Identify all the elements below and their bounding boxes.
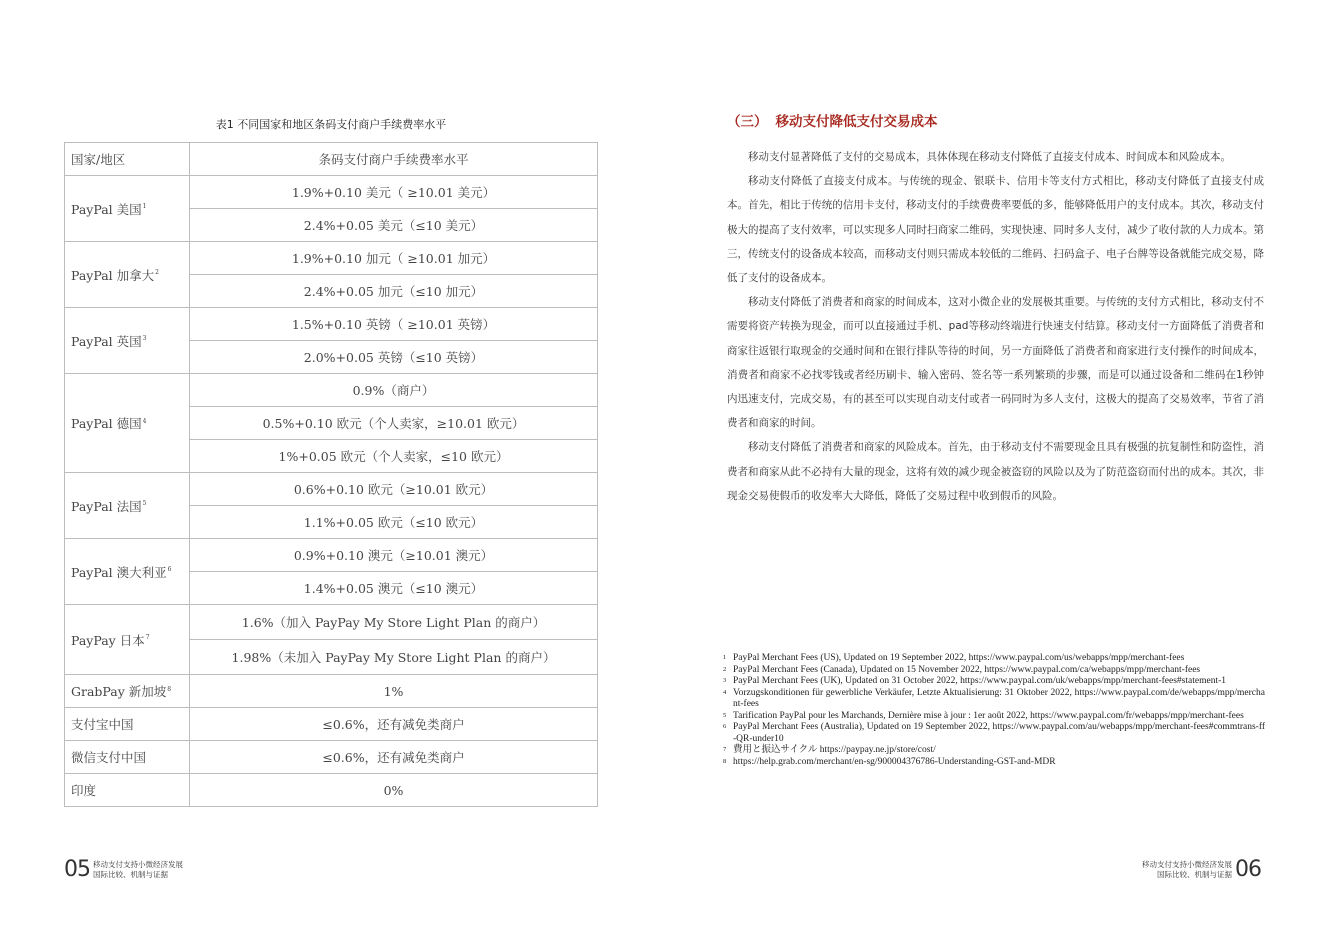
rate-cell: 2.4%+0.05 美元（≤10 美元） bbox=[190, 209, 598, 242]
footnote-mark: 7 bbox=[723, 746, 727, 753]
rate-cell: 1.4%+0.05 澳元（≤10 澳元） bbox=[190, 572, 598, 605]
table-row bbox=[65, 308, 598, 341]
footnote-ref: 7 bbox=[145, 634, 150, 642]
country-name: 支付宝中国 bbox=[71, 717, 134, 732]
section-heading: 移动支付降低支付交易成本 bbox=[775, 114, 938, 130]
footnote-ref: 1 bbox=[142, 203, 147, 211]
footnote-ref: 6 bbox=[167, 566, 172, 574]
country-cell bbox=[65, 774, 190, 807]
left-page bbox=[0, 0, 661, 936]
footnote-mark: 4 bbox=[723, 688, 727, 696]
footnote-ref: 3 bbox=[142, 335, 147, 343]
footnote-mark: 6 bbox=[723, 723, 727, 730]
footnotes bbox=[723, 653, 1265, 768]
paragraph: 移动支付降低了消费者和商家的风险成本。首先，由于移动支付不需要现金且具有极强的抗复制性和防盗性，消费者和商家从此不必持有大量的现金，这将有效的减少现金被盗窃的风险以及为了防范盗窃而付出的成本。其次，非现金交易使假币的收发率大大降低，降低了交易过程中收到假币的风险。 bbox=[727, 441, 1264, 502]
table-caption: 表1 不同国家和地区条码支付商户手续费率水平 bbox=[215, 118, 447, 131]
country-name: PayPay 日本 bbox=[71, 632, 145, 648]
rate-cell: 0.5%+0.10 欧元（个人卖家，≥10.01 欧元） bbox=[190, 407, 598, 440]
footnote bbox=[723, 722, 1265, 745]
right-page bbox=[661, 0, 1323, 936]
footnote bbox=[723, 745, 1265, 757]
footnote-mark: 3 bbox=[723, 677, 727, 684]
footnote-mark: 8 bbox=[723, 757, 727, 765]
page-footer bbox=[64, 858, 183, 882]
country-name: PayPal 美国 bbox=[71, 201, 142, 217]
table-row bbox=[65, 605, 598, 640]
rate-cell: 2.0%+0.05 英镑（≤10 英镑） bbox=[190, 341, 598, 374]
table-row bbox=[65, 242, 598, 275]
rate-cell: 1.98%（未加入 PayPay My Store Light Plan 的商户） bbox=[190, 640, 598, 675]
footnote-ref: 4 bbox=[142, 417, 147, 425]
footnote-ref: 5 bbox=[142, 500, 147, 508]
country-name: 微信支付中国 bbox=[71, 750, 147, 765]
rate-cell: 1% bbox=[190, 675, 598, 708]
footnote-mark: 2 bbox=[723, 665, 727, 673]
country-cell bbox=[65, 374, 190, 473]
rate-cell: 1.6%（加入 PayPay My Store Light Plan 的商户） bbox=[190, 605, 598, 640]
table-row bbox=[65, 374, 598, 407]
footnote-mark: 1 bbox=[723, 654, 727, 661]
footnote-text: PayPal Merchant Fees (Canada), Updated on 15 November 2022, https://www.paypal.com/ca/webapps/mpp/merchant-fees bbox=[733, 664, 1201, 675]
section-number: （三） bbox=[727, 114, 768, 130]
fee-table bbox=[64, 142, 598, 807]
paragraph: 移动支付降低了直接支付成本。与传统的现金、银联卡、信用卡等支付方式相比，移动支付降低了直接支付成本。首先，相比于传统的信用卡支付，移动支付的手续费费率要低的多，能够降低用户的支付成本。其次，移动支付极大的提高了支付效率，可以实现多人同时扫商家二维码，实现快速、同时多人支付，减少了收付款的人力成本。第三，传统支付的设备成本较高，而移动支付则只需成本较低的二维码、扫码盒子、电子台牌等设备就能完成交易，降低了支付的设备成本。 bbox=[727, 175, 1264, 285]
footnote-text: PayPal Merchant Fees (US), Updated on 19 September 2022, https://www.paypal.com/us/webapps/mpp/merchant-fees bbox=[733, 653, 1185, 663]
country-cell bbox=[65, 308, 190, 374]
footnote-ref: 2 bbox=[155, 269, 159, 277]
rate-cell: 0% bbox=[190, 774, 598, 807]
footer-line: 国际比较、机制与证据 bbox=[1157, 870, 1232, 879]
rate-cell: 0.6%+0.10 欧元（≥10.01 欧元） bbox=[190, 473, 598, 506]
footnote-ref: 8 bbox=[167, 685, 172, 693]
rate-cell: 1.5%+0.10 英镑（ ≥10.01 英镑） bbox=[190, 308, 598, 341]
table-row bbox=[65, 741, 598, 774]
country-name: PayPal 英国 bbox=[71, 333, 142, 349]
body-text bbox=[727, 145, 1264, 508]
table-row bbox=[65, 675, 598, 708]
footnote-text: 費用と振込サイクル https://paypay.ne.jp/store/cost/ bbox=[733, 745, 936, 755]
rate-cell: ≤0.6%，还有减免类商户 bbox=[190, 708, 598, 741]
page-footer bbox=[1142, 858, 1261, 882]
rate-cell: 1%+0.05 欧元（个人卖家，≤10 欧元） bbox=[190, 440, 598, 473]
country-cell bbox=[65, 741, 190, 774]
country-name: PayPal 法国 bbox=[71, 498, 142, 514]
rate-cell: 1.9%+0.10 加元（ ≥10.01 加元） bbox=[190, 242, 598, 275]
footnote-text: Tarification PayPal pour les Marchands, Dernière mise à jour : 1er août 2022, https://www.paypal.com/fr/webapps/mpp/merchant-fees bbox=[733, 710, 1244, 721]
header-country: 国家/地区 bbox=[65, 143, 190, 176]
country-name: GrabPay 新加坡 bbox=[71, 684, 167, 699]
paragraph: 移动支付降低了消费者和商家的时间成本，这对小微企业的发展极其重要。与传统的支付方式相比，移动支付不需要将资产转换为现金，而可以直接通过手机、pad等移动终端进行快速支付结算。移动支付一方面降低了消费者和商家往返银行取现金的交通时间和在银行排队等待的时间，另一方面降低了消费者和商家进行支付操作的时间成本，消费者和商家不必找零钱或者经历刷卡、输入密码、签名等一系列繁琐的步骤，而是可以通过设备和二维码在1秒钟内迅速支付，完成交易，有的甚至可以实现自动支付或者一码同时为多人支付，这极大的提高了交易效率，节省了消费者和商家的时间。 bbox=[727, 296, 1264, 430]
rate-cell: ≤0.6%，还有减免类商户 bbox=[190, 741, 598, 774]
country-cell bbox=[65, 675, 190, 708]
footnote bbox=[723, 665, 1265, 677]
table-row bbox=[65, 774, 598, 807]
footnote bbox=[723, 676, 1265, 688]
table-header-row bbox=[65, 143, 598, 176]
footnote-text: PayPal Merchant Fees (UK), Updated on 31 October 2022, https://www.paypal.com/uk/webapps/mpp/merchant-fees#statement-1 bbox=[733, 676, 1226, 686]
footnote-mark: 5 bbox=[723, 711, 727, 719]
footnote bbox=[723, 711, 1265, 723]
rate-cell: 1.1%+0.05 欧元（≤10 欧元） bbox=[190, 506, 598, 539]
rate-cell: 1.9%+0.10 美元（ ≥10.01 美元） bbox=[190, 176, 598, 209]
country-cell bbox=[65, 605, 190, 675]
header-rate: 条码支付商户手续费率水平 bbox=[190, 143, 598, 176]
country-cell bbox=[65, 176, 190, 242]
rate-cell: 0.9%+0.10 澳元（≥10.01 澳元） bbox=[190, 539, 598, 572]
rate-cell: 2.4%+0.05 加元（≤10 加元） bbox=[190, 275, 598, 308]
footnote bbox=[723, 688, 1265, 711]
footer-line: 移动支付支持小微经济发展 bbox=[1142, 860, 1232, 869]
footer-line: 国际比较、机制与证据 bbox=[93, 870, 168, 879]
section-title bbox=[727, 110, 938, 130]
table-row bbox=[65, 708, 598, 741]
country-name: PayPal 德国 bbox=[71, 416, 142, 431]
footnote-text: PayPal Merchant Fees (Australia), Updated on 19 September 2022, https://www.paypal.com/au/webapps/mpp/merchant-fees#commtrans-ff-QR-under10 bbox=[733, 722, 1265, 744]
country-cell bbox=[65, 539, 190, 605]
country-cell bbox=[65, 242, 190, 308]
table-row bbox=[65, 473, 598, 506]
rate-cell: 0.9%（商户） bbox=[190, 374, 598, 407]
paragraph: 移动支付显著降低了支付的交易成本，具体体现在移动支付降低了直接支付成本、时间成本和风险成本。 bbox=[748, 151, 1231, 163]
table-row bbox=[65, 176, 598, 209]
footnote-text: https://help.grab.com/merchant/en-sg/900004376786-Understanding-GST-and-MDR bbox=[733, 756, 1056, 767]
footnote-text: Vorzugskonditionen für gewerbliche Verkäufer, Letzte Aktualisierung: 31 Oktober 2022, https://www.paypal.com/de/webapps/mpp/merchant-fees bbox=[733, 687, 1265, 709]
country-name: PayPal 加拿大 bbox=[71, 267, 155, 283]
table-row bbox=[65, 539, 598, 572]
page-number: 05 bbox=[64, 857, 90, 882]
country-cell bbox=[65, 473, 190, 539]
country-name: PayPal 澳大利亚 bbox=[71, 564, 167, 580]
country-cell bbox=[65, 708, 190, 741]
footer-title bbox=[1142, 860, 1232, 880]
country-name: 印度 bbox=[71, 783, 97, 798]
page-number: 06 bbox=[1235, 857, 1261, 882]
footnote bbox=[723, 653, 1265, 665]
footnote bbox=[723, 757, 1265, 769]
footer-title bbox=[93, 860, 183, 880]
footer-line: 移动支付支持小微经济发展 bbox=[93, 860, 183, 869]
